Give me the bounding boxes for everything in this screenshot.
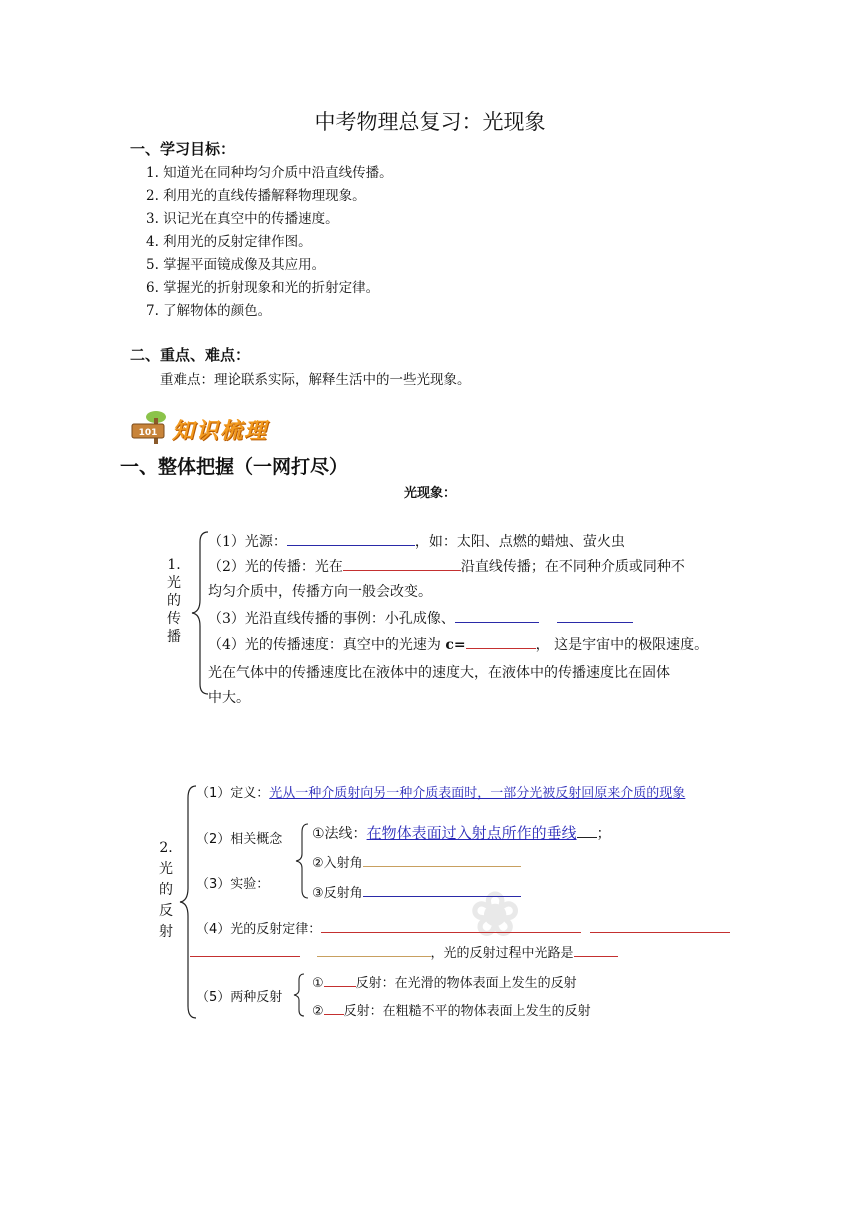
reflect-angle-blank[interactable] <box>363 882 521 897</box>
definition-label: （1）定义： <box>196 786 270 801</box>
propagation-line-5 <box>208 633 708 658</box>
label-char: 射 <box>159 924 173 940</box>
tree-sign-icon <box>130 410 174 446</box>
label-char: 光 <box>159 861 173 877</box>
normal-tail-blank <box>577 823 597 838</box>
goal-item: 4. 利用光的反射定律作图。 <box>146 234 312 250</box>
propagation-brace-icon <box>190 530 210 696</box>
experiment-label: （3）实验： <box>196 877 270 892</box>
speed-symbol: c= <box>445 637 466 653</box>
label-char: 反 <box>159 903 173 919</box>
kind2-number: ② <box>312 1004 324 1019</box>
light-source-examples: ，如：太阳、点燃的蜡烛、萤火虫 <box>414 534 625 550</box>
two-kinds-label: （5）两种反射 <box>196 990 283 1005</box>
goal-item: 3. 识记光在真空中的传播速度。 <box>146 211 339 227</box>
normal-label: ①法线： <box>312 826 367 842</box>
light-source-label: （1）光源： <box>208 534 287 550</box>
law-line-2 <box>190 942 618 961</box>
law-label: （4）光的反射定律： <box>196 922 322 937</box>
kinds-brace-icon <box>292 972 306 1018</box>
reflection-label <box>154 838 178 943</box>
goal-item: 7. 了解物体的颜色。 <box>146 303 272 319</box>
label-char: 的 <box>159 882 173 898</box>
propagation-label <box>162 556 186 646</box>
section-heading-keypoints: 二、重点、难点： <box>130 346 251 364</box>
example-blank-1[interactable] <box>455 608 539 623</box>
overview-subtitle: 光现象： <box>403 486 456 501</box>
keypoints-text: 重难点：理论联系实际，解释生活中的一些光现象。 <box>160 372 471 388</box>
goal-item: 6. 掌握光的折射现象和光的折射定律。 <box>146 280 380 296</box>
concepts-label: （2）相关概念 <box>196 832 283 847</box>
definition-text: 光从一种介质射向另一种介质表面时，一部分光被反射回原来介质的现象 <box>269 786 686 801</box>
label-char: 传 <box>167 611 181 627</box>
speed-blank[interactable] <box>466 634 536 649</box>
reflect-angle-line <box>312 882 521 901</box>
section-heading-goals: 一、学习目标： <box>130 140 236 158</box>
propagation-label-text: （2）光的传播：光在 <box>208 559 343 575</box>
incidence-label: ②入射角 <box>312 856 363 871</box>
label-char: 播 <box>167 629 181 645</box>
label-number: 2. <box>159 840 173 856</box>
label-char: 的 <box>167 593 181 609</box>
incidence-line <box>312 852 521 871</box>
law-blank-2[interactable] <box>590 918 730 933</box>
logo-text: 知识梳理 <box>172 419 269 444</box>
diffuse-blank[interactable] <box>324 1000 344 1015</box>
reflection-definition <box>196 782 685 801</box>
normal-line <box>312 822 611 843</box>
reversible-blank[interactable] <box>574 942 618 957</box>
speed-label: （4）光的传播速度：真空中的光速为 <box>208 637 446 653</box>
propagation-line-2 <box>208 555 685 580</box>
label-char: 光 <box>167 575 181 591</box>
incidence-blank[interactable] <box>363 852 521 867</box>
normal-text: 在物体表面过入射点所作的垂线 <box>366 824 577 842</box>
concepts-brace-icon <box>294 822 310 900</box>
law-blank-4[interactable] <box>317 942 431 957</box>
propagation-line-6: 光在气体中的传播速度比在液体中的速度大，在液体中的传播速度比在固体 <box>208 665 670 681</box>
light-source-blank[interactable] <box>287 531 415 546</box>
overview-heading: 一、整体把握（一网打尽） <box>120 456 349 478</box>
normal-end: ； <box>596 826 611 842</box>
propagation-line-1 <box>208 530 625 555</box>
diffuse-line <box>312 1000 591 1019</box>
examples-label: （3）光沿直线传播的事例：小孔成像、 <box>208 611 455 627</box>
page-title: 中考物理总复习：光现象 <box>314 110 546 134</box>
example-blank-2[interactable] <box>557 608 633 623</box>
law-line-1 <box>196 918 730 937</box>
knowledge-logo <box>130 410 300 446</box>
label-number: 1. <box>167 557 181 573</box>
law-end-text: ，光的反射过程中光路是 <box>430 946 574 961</box>
reflect-angle-label: ③反射角 <box>312 886 363 901</box>
watermark: ❀ <box>470 880 521 950</box>
law-blank-1[interactable] <box>321 918 581 933</box>
propagation-line-4 <box>208 607 633 632</box>
specular-blank[interactable] <box>324 972 356 987</box>
kind2-text: 反射：在粗糙不平的物体表面上发生的反射 <box>343 1004 591 1019</box>
goal-item: 5. 掌握平面镜成像及其应用。 <box>146 257 326 273</box>
goal-item: 2. 利用光的直线传播解释物理现象。 <box>146 188 366 204</box>
kind1-number: ① <box>312 976 324 991</box>
medium-blank[interactable] <box>343 556 461 571</box>
goal-item: 1. 知道光在同种均匀介质中沿直线传播。 <box>146 165 393 181</box>
propagation-line-3: 均匀介质中，传播方向一般会改变。 <box>208 584 432 600</box>
speed-text: ， 这是宇宙中的极限速度。 <box>535 637 709 653</box>
logo-badge: 101 <box>138 428 158 438</box>
reflection-brace-icon <box>178 784 198 1020</box>
law-blank-3[interactable] <box>190 942 300 957</box>
propagation-text: 沿直线传播；在不同种介质或同种不 <box>460 559 685 575</box>
kind1-text: 反射：在光滑的物体表面上发生的反射 <box>355 976 577 991</box>
propagation-line-7: 中大。 <box>208 690 250 706</box>
specular-line <box>312 972 577 991</box>
